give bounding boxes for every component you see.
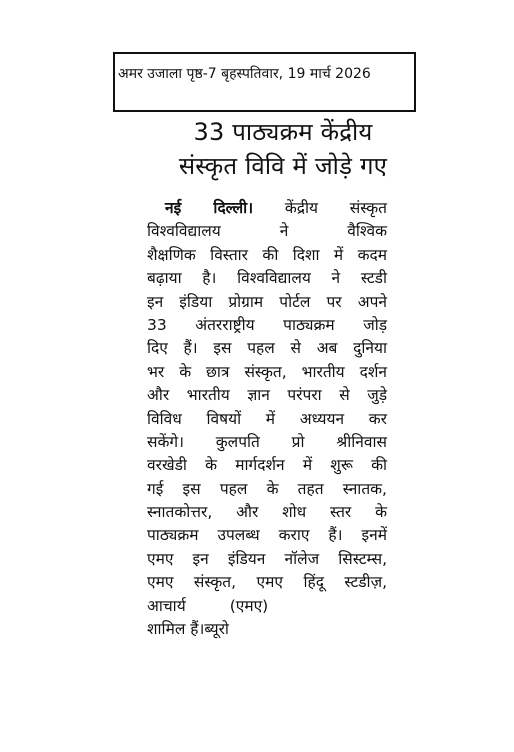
article-line: एमए संस्कृत, एमए हिंदू स्टडीज़, [147, 573, 387, 592]
article-line-1 [147, 197, 387, 220]
article-line: शैक्षणिक विस्तार की दिशा में कदम [147, 245, 387, 264]
article-line: वरखेडी के मार्गदर्शन में शुरू की [147, 456, 387, 475]
masthead-text: अमर उजाला पृष्ठ-7 बृहस्पतिवार, 19 मार्च 2026 [118, 66, 371, 82]
article-body [147, 197, 387, 641]
article-line: स्नातकोत्तर, और शोध स्तर के [147, 503, 387, 522]
article-line: इन इंडिया प्रोग्राम पोर्टल पर अपने [147, 292, 387, 311]
article-closing: शामिल हैं। [147, 620, 205, 639]
acharya-word: आचार्य [147, 596, 186, 615]
article-line-1-rest: केंद्रीय संस्कृत [284, 199, 387, 217]
headline-line-1: 33 पाठ्यक्रम केंद्रीय [193, 118, 373, 146]
article-line: सकेंगे। कुलपति प्रो श्रीनिवास [147, 432, 387, 451]
masthead-box [113, 52, 416, 112]
article-line: पाठ्यक्रम उपलब्ध कराए हैं। इनमें [147, 526, 387, 545]
article-line: एमए इन इंडियन नॉलेज सिस्टम्स, [147, 549, 387, 568]
article-line: 33 अंतरराष्ट्रीय पाठ्यक्रम जोड़ [147, 315, 387, 334]
article-line: विश्वविद्यालय ने वैश्विक [147, 222, 387, 241]
article-line: बढ़ाया है। विश्वविद्यालय ने स्टडी [147, 269, 387, 288]
article-line: गई इस पहल के तहत स्नातक, [147, 479, 387, 498]
headline-line-2: संस्कृत विवि में जोड़े गए [178, 152, 388, 180]
article-line-acharya [147, 595, 387, 618]
article-line: और भारतीय ज्ञान परंपरा से जुड़े [147, 386, 387, 405]
dateline: नई दिल्ली। [165, 199, 254, 217]
article-line: भर के छात्र संस्कृत, भारतीय दर्शन [147, 362, 387, 381]
article-last-line [147, 618, 387, 641]
acharya-ma: (एमए) [229, 596, 269, 615]
byline: ब्यूरो [204, 620, 229, 639]
article-line: विविध विषयों में अध्ययन कर [147, 409, 387, 428]
article-line: दिए हैं। इस पहल से अब दुनिया [147, 339, 387, 358]
